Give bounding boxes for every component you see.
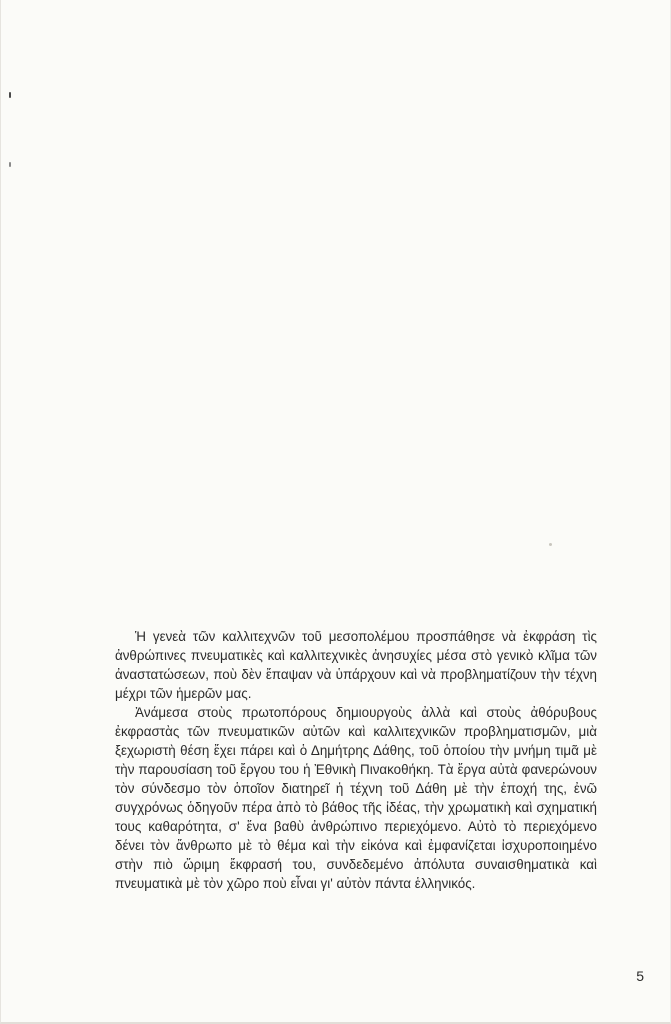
- binding-mark: [9, 92, 11, 98]
- paper-speck: [549, 543, 552, 546]
- paragraph-1: Ἡ γενεὰ τῶν καλλιτεχνῶν τοῦ μεσοπολέμου προσπάθησε νὰ ἐκφράση τὶς ἀνθρώπινες πνευματικὲς καὶ καλλιτεχνικὲς ἀνησυχίες μέσα στὸ γενικὸ κλῖμα τῶν ἀναστατώσεων, ποὺ δὲν ἔπαψαν νὰ ὑπάρχουν καὶ νὰ προβληματίζουν τὴν τέχνη μέχρι τῶν ἡμερῶν μας.: [115, 629, 597, 701]
- page-number: 5: [636, 968, 644, 984]
- binding-mark: [9, 162, 11, 167]
- paragraph-2: Ἀνάμεσα στοὺς πρωτοπόρους δημιουργοὺς ἀλλὰ καὶ στοὺς ἀθόρυβους ἐκφραστὰς τῶν πνευματικῶν αὐτῶν καὶ καλλιτεχνικῶν προβληματισμῶν, μιὰ ξεχωριστὴ θέση ἔχει πάρει καὶ ὁ Δημήτρης Δάθης, τοῦ ὁποίου τὴν μνήμη τιμᾶ μὲ τὴν παρουσίαση τοῦ ἔργου του ἡ Ἐθνικὴ Πινακοθήκη. Τὰ ἔργα αὐτὰ φανερώνουν τὸν σύνδεσμο τὸν ὁποῖον διατηρεῖ ἡ τέχνη τοῦ Δάθη μὲ τὴν ἐποχή της, ἐνῶ συγχρόνως ὁδηγοῦν πέρα ἀπὸ τὸ βάθος τῆς ἰδέας, τὴν χρωματικὴ καὶ σχηματική τους καθαρότητα, σ' ἕνα βαθὺ ἀνθρώπινο περιεχόμενο. Αὐτὸ τὸ περιεχόμενο δένει τὸν ἄνθρωπο μὲ τὸ θέμα καὶ τὴν εἰκόνα καὶ ἐμφανίζεται ἰσχυροποιημένο στὴν πιὸ ὥριμη ἔκφρασή του, συνδεδεμένο ἀπόλυτα συναισθηματικὰ καὶ πνευματικὰ μὲ τὸν χῶρο ποὺ εἶναι γι' αὐτὸν πάντα ἑλληνικός.: [115, 705, 597, 891]
- body-text: [115, 627, 597, 893]
